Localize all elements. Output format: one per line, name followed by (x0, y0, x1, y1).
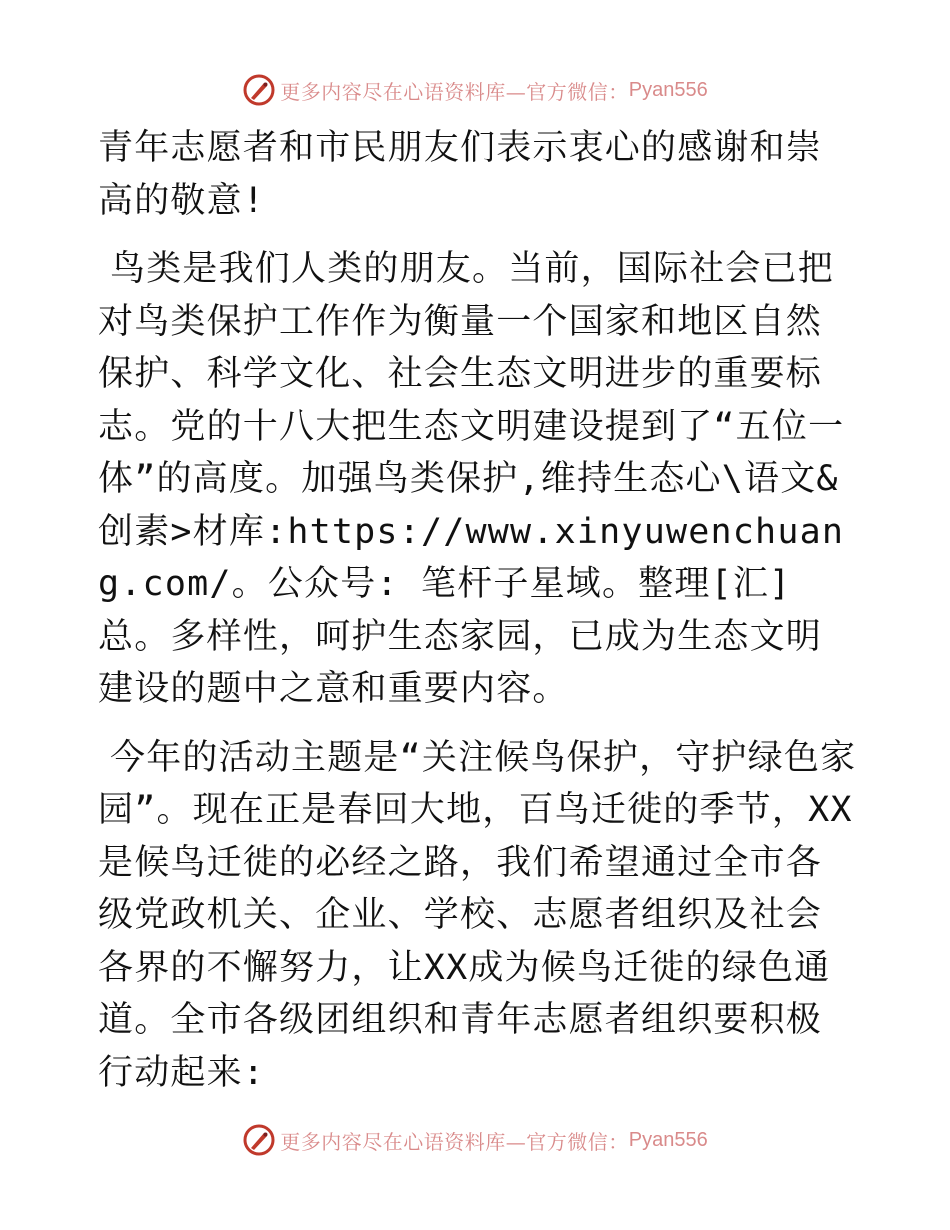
header-banner[interactable] (0, 70, 950, 110)
header-banner-text: 更多内容尽在心语资料库—官方微信： (280, 79, 629, 104)
footer-banner[interactable] (0, 1120, 950, 1160)
pen-circle-logo-icon (242, 1123, 276, 1157)
pen-circle-logo-icon (242, 73, 276, 107)
header-wechat-id: Pyan556 (628, 78, 708, 101)
paragraph-1: 青年志愿者和市民朋友们表示衷心的感谢和崇高的敬意! (98, 128, 823, 221)
paragraph-3: 今年的活动主题是“关注候鸟保护，守护绿色家园”。现在正是春回大地，百鸟迁徙的季节，XX是候鸟迁徙的必经之路，我们希望通过全市各级党政机关、企业、学校、志愿者组织及社会各界的不懈努力，让XX成为候鸟迁徙的绿色通道。全市各级团组织和青年志愿者组织要积极行动起来: (98, 737, 857, 1093)
document-body (98, 122, 858, 1115)
footer-banner-text: 更多内容尽在心语资料库—官方微信： (280, 1129, 629, 1154)
paragraph-2: 鸟类是我们人类的朋友。当前，国际社会已把对鸟类保护工作作为衡量一个国家和地区自然保护、科学文化、社会生态文明进步的重要标志。党的十八大把生态文明建设提到了“五位一体”的高度。加强鸟类保护,维持生态心\语文&创素>材库:https://www.xinyuwenchuang.com/。公众号: 笔杆子星域。整理[汇]总。多样性，呵护生态家园，已成为生态文明建设的题中之意和重要内容。 (98, 249, 845, 709)
footer-wechat-id: Pyan556 (628, 1128, 708, 1151)
